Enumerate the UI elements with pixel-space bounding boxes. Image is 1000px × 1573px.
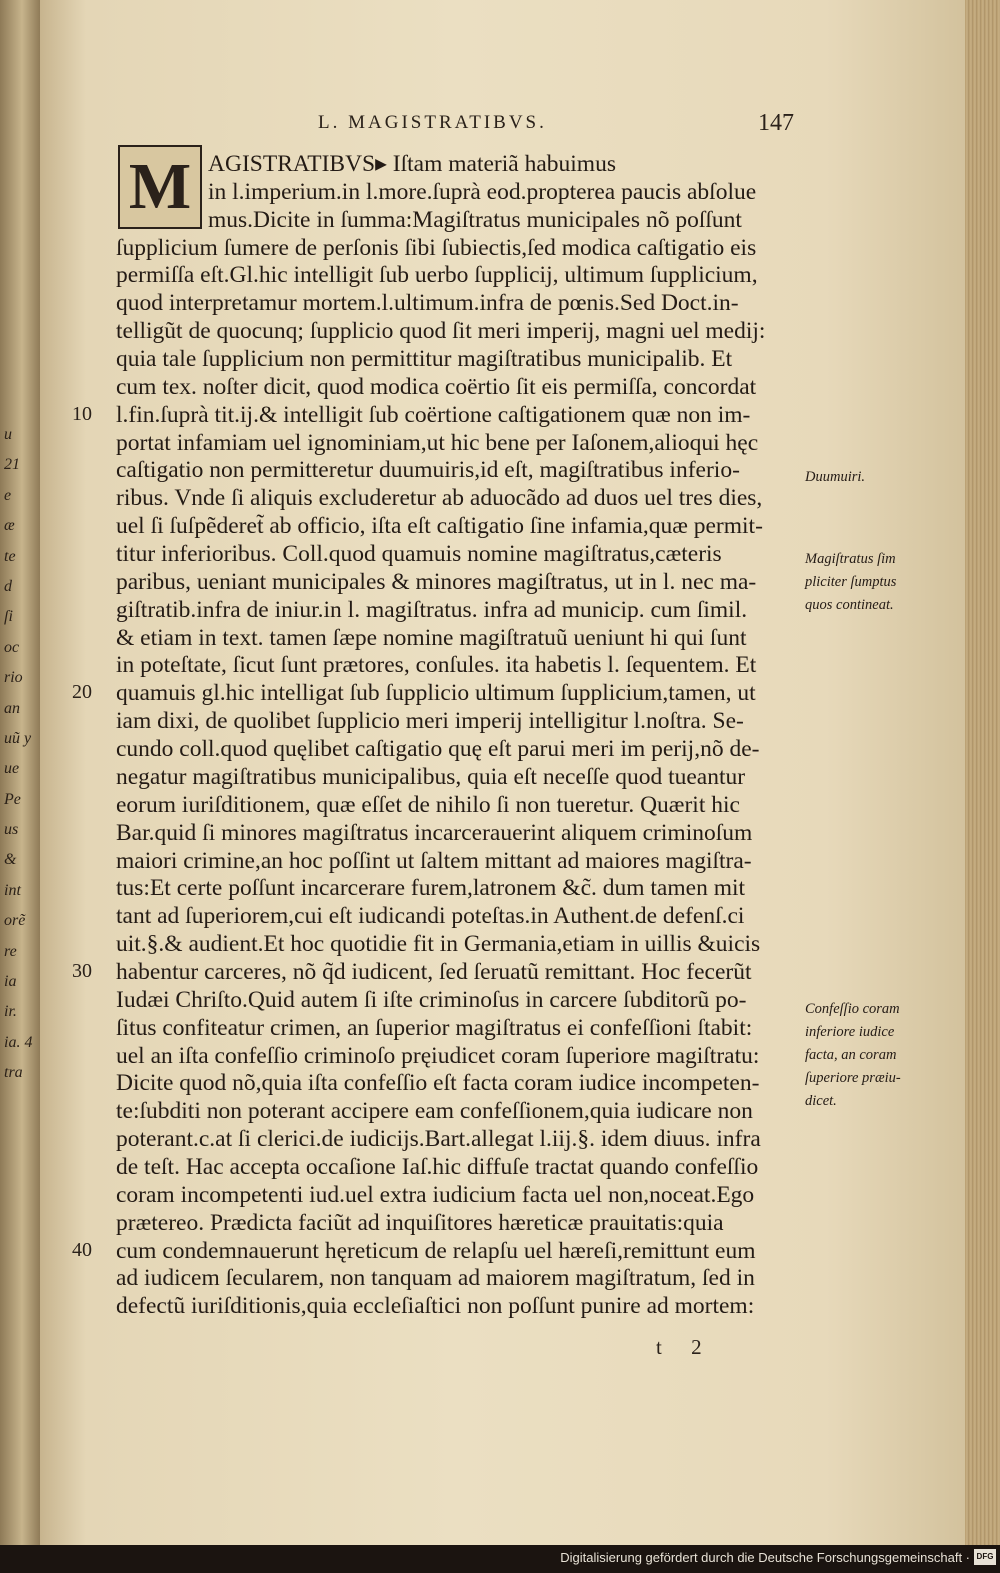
text-line: AGISTRATIBVS▸ Iſtam materiã habuimus [208, 151, 616, 177]
facing-page-fragment: ia. 4 [4, 1033, 33, 1051]
facing-page-fragment: Pe [4, 790, 21, 808]
facing-page-fragment: re [4, 942, 17, 960]
decorated-initial [118, 145, 202, 229]
initial-letter: M [128, 150, 192, 223]
margin-note-line: ſuperiore præiu- [805, 1070, 901, 1086]
facing-page-fragment: ia [4, 973, 17, 991]
funding-notice: Digitalisierung gefördert durch die Deutsche Forschungsgemeinschaft · [560, 1550, 970, 1565]
margin-note-line: facta, an coram [805, 1047, 897, 1063]
margin-note [805, 998, 925, 1113]
facing-page-fragment: & [4, 851, 17, 869]
facing-page-fragment: uũ y [4, 729, 32, 747]
margin-note-line: Duumuiri. [805, 469, 866, 485]
text-line: paribus, ueniant municipales & minores magiſtratus, ut in l. nec ma- [116, 568, 757, 595]
text-line: coram incompetenti iud.uel extra iudicium facta uel non,noceat.Ego [116, 1181, 755, 1208]
facing-page-fragment: ir. [4, 1003, 17, 1021]
text-line: poterant.c.at ſi clerici.de iudicijs.Bart.allegat l.iij.§. idem diuus. infra [116, 1126, 761, 1153]
text-line: in poteſtate, ſicut ſunt prætores, conſules. ita habetis l. ſequentem. Et [116, 652, 757, 679]
text-line: cundo coll.quod quęlibet caſtigatio quę eſt parui meri im perij,nõ de- [116, 736, 760, 763]
facing-page-fragment: rio [4, 669, 23, 687]
facing-page-fragment: æ [4, 517, 15, 535]
facing-page-fragment: ue [4, 760, 20, 778]
text-line: defectũ iuriſditionis,quia eccleſiaſtici non poſſunt punire ad mortem: [116, 1293, 755, 1320]
facing-page-text-fragments [4, 420, 36, 1089]
text-line: permiſſa eſt.Gl.hic intelligit ſub uerbo ſupplicij, ultimum ſupplicium, [116, 262, 758, 289]
text-line: Bar.quid ſi minores magiſtratus incarcerauerint aliquem criminoſum [116, 819, 753, 846]
page-number: 147 [758, 110, 794, 136]
line-number: 30 [72, 959, 92, 982]
margin-note-line: inferiore iudice [805, 1024, 895, 1040]
text-line: in l.imperium.in l.more.ſuprà eod.propterea paucis abſolue [208, 178, 757, 205]
margin-note-line: pliciter ſumptus [805, 574, 897, 590]
line-number: 20 [72, 681, 92, 704]
text-line: uel an iſta confeſſio criminoſo pręiudicet coram ſuperiore magiſtratu: [116, 1042, 760, 1069]
signature-mark: t 2 [656, 1335, 714, 1359]
margin-note [805, 466, 925, 489]
margin-note-line: quos contineat. [805, 597, 894, 613]
text-line: cum tex. noſter dicit, quod modica coërtio ſit eis permiſſa, concordat [116, 373, 757, 400]
text-line: quia tale ſupplicium non permittitur magiſtratibus municipalib. Et [116, 346, 733, 373]
facing-page-fragment: te [4, 547, 16, 565]
text-line: tus:Et certe poſſunt incarcerare furem,latronem &c̃. dum tamen mit [116, 875, 746, 902]
text-line: de teſt. Hac accepta occaſione Iaſ.hic diffuſe tractat quando confeſſio [116, 1153, 759, 1180]
facing-page-fragment: 21 [4, 456, 20, 474]
text-line: negatur magiſtratibus municipalibus, quia eſt neceſſe quod tueantur [116, 763, 746, 790]
text-line: ſupplicium ſumere de perſonis ſibi ſubiectis,ſed modica caſtigatio eis [116, 234, 757, 261]
line-number: 40 [72, 1238, 92, 1261]
facing-page-fragment: int [4, 881, 21, 899]
facing-page-fragment: ſi [4, 608, 13, 626]
text-line: ad iudicem ſecularem, non tanquam ad maiorem magiſtratum, ſed in [116, 1265, 755, 1292]
text-line: prætereo. Prædicta faciũt ad inquiſitores hæreticæ prauitatis:quia [116, 1209, 724, 1236]
dfg-logo: DFG [974, 1549, 996, 1565]
margin-note [805, 548, 925, 617]
text-line: ſitus confiteatur crimen, an ſuperior magiſtratus ei confeſſioni ſtabit: [116, 1014, 753, 1041]
text-line: Iudæi Chriſto.Quid autem ſi iſte criminoſus in carcere ſubditorũ po- [116, 986, 747, 1013]
text-line: habentur carceres, nõ q̃d iudicent, ſed ſeruatũ remittant. Hoc fecerũt [116, 958, 752, 985]
facing-page-fragment: e [4, 486, 12, 504]
text-line: iam dixi, de quolibet ſupplicio meri imperij intelligitur l.noſtra. Se- [116, 708, 744, 735]
facing-page-fragment: orẽ [4, 912, 26, 930]
text-line: tant ad ſuperiorem,cui eſt iudicandi poteſtas.in Authent.de defenſ.ci [116, 903, 745, 930]
facing-page-fragment: us [4, 821, 19, 839]
text-line: te:ſubditi non poterant accipere eam confeſſionem,quia iudicare non [116, 1098, 753, 1125]
facing-page-fragment: u [4, 426, 12, 443]
text-line: Dicite quod nõ,quia iſta confeſſio eſt facta coram iudice incompeten- [116, 1070, 760, 1097]
page-fore-edge [965, 0, 1000, 1545]
text-line: l.fin.ſuprà tit.ij.& intelligit ſub coërtione caſtigationem quæ non im- [116, 401, 751, 428]
text-line: eorum iuriſditionem, quæ eſſet de nihilo ſi non tueretur. Quærit hic [116, 791, 740, 818]
margin-note-line: Magiſtratus ſim [805, 551, 896, 567]
line-number: 10 [72, 402, 92, 425]
margin-note-line: dicet. [805, 1093, 837, 1109]
text-line: telligũt de quocunq; ſupplicio quod ſit meri imperij, magni uel medij: [116, 318, 766, 345]
facing-page-fragment: oc [4, 638, 20, 656]
text-line: ribus. Vnde ſi aliquis excluderetur ab aduocãdo ad duos uel tres dies, [116, 485, 763, 512]
text-line: portat infamiam uel ignominiam,ut hic bene per Iaſonem,alioqui hęc [116, 429, 759, 456]
text-line: mus.Dicite in ſumma:Magiſtratus municipales nõ poſſunt [208, 206, 742, 233]
text-line: cum condemnauerunt hęreticum de relapſu uel hæreſi,remittunt eum [116, 1237, 756, 1264]
running-head: L. MAGISTRATIBVS. [318, 112, 547, 133]
margin-note-line: Confeſſio coram [805, 1001, 900, 1017]
facing-page-fragment: an [4, 699, 20, 717]
facing-page-edge [0, 0, 40, 1545]
text-line: quod interpretamur mortem.l.ultimum.infra de pœnis.Sed Doct.in- [116, 290, 739, 317]
text-line: uit.§.& audient.Et hoc quotidie fit in Germania,etiam in uillis &uicis [116, 931, 761, 958]
text-line: giſtratib.infra de iniur.in l. magiſtratus. infra ad municip. cum ſimil. [116, 596, 748, 623]
facing-page-fragment: tra [4, 1064, 23, 1082]
text-line: titur inferioribus. Coll.quod quamuis nomine magiſtratus,cæteris [116, 541, 722, 568]
text-line: uel ſi ſuſpẽderet̃ ab officio, iſta eſt caſtigatio ſine infamia,quæ permit- [116, 513, 763, 540]
text-line: quamuis gl.hic intelligat ſub ſupplicio ultimum ſupplicium,tamen, ut [116, 680, 756, 707]
text-line: maiori crimine,an hoc poſſint ut ſaltem mittant ad maiores magiſtra- [116, 847, 752, 874]
text-line: & etiam in text. tamen ſæpe nomine magiſtratuũ ueniunt hi qui ſunt [116, 624, 747, 651]
text-line: caſtigatio non permitteretur duumuiris,id eſt, magiſtratibus inferio- [116, 457, 740, 484]
facing-page-fragment: d [4, 577, 12, 595]
